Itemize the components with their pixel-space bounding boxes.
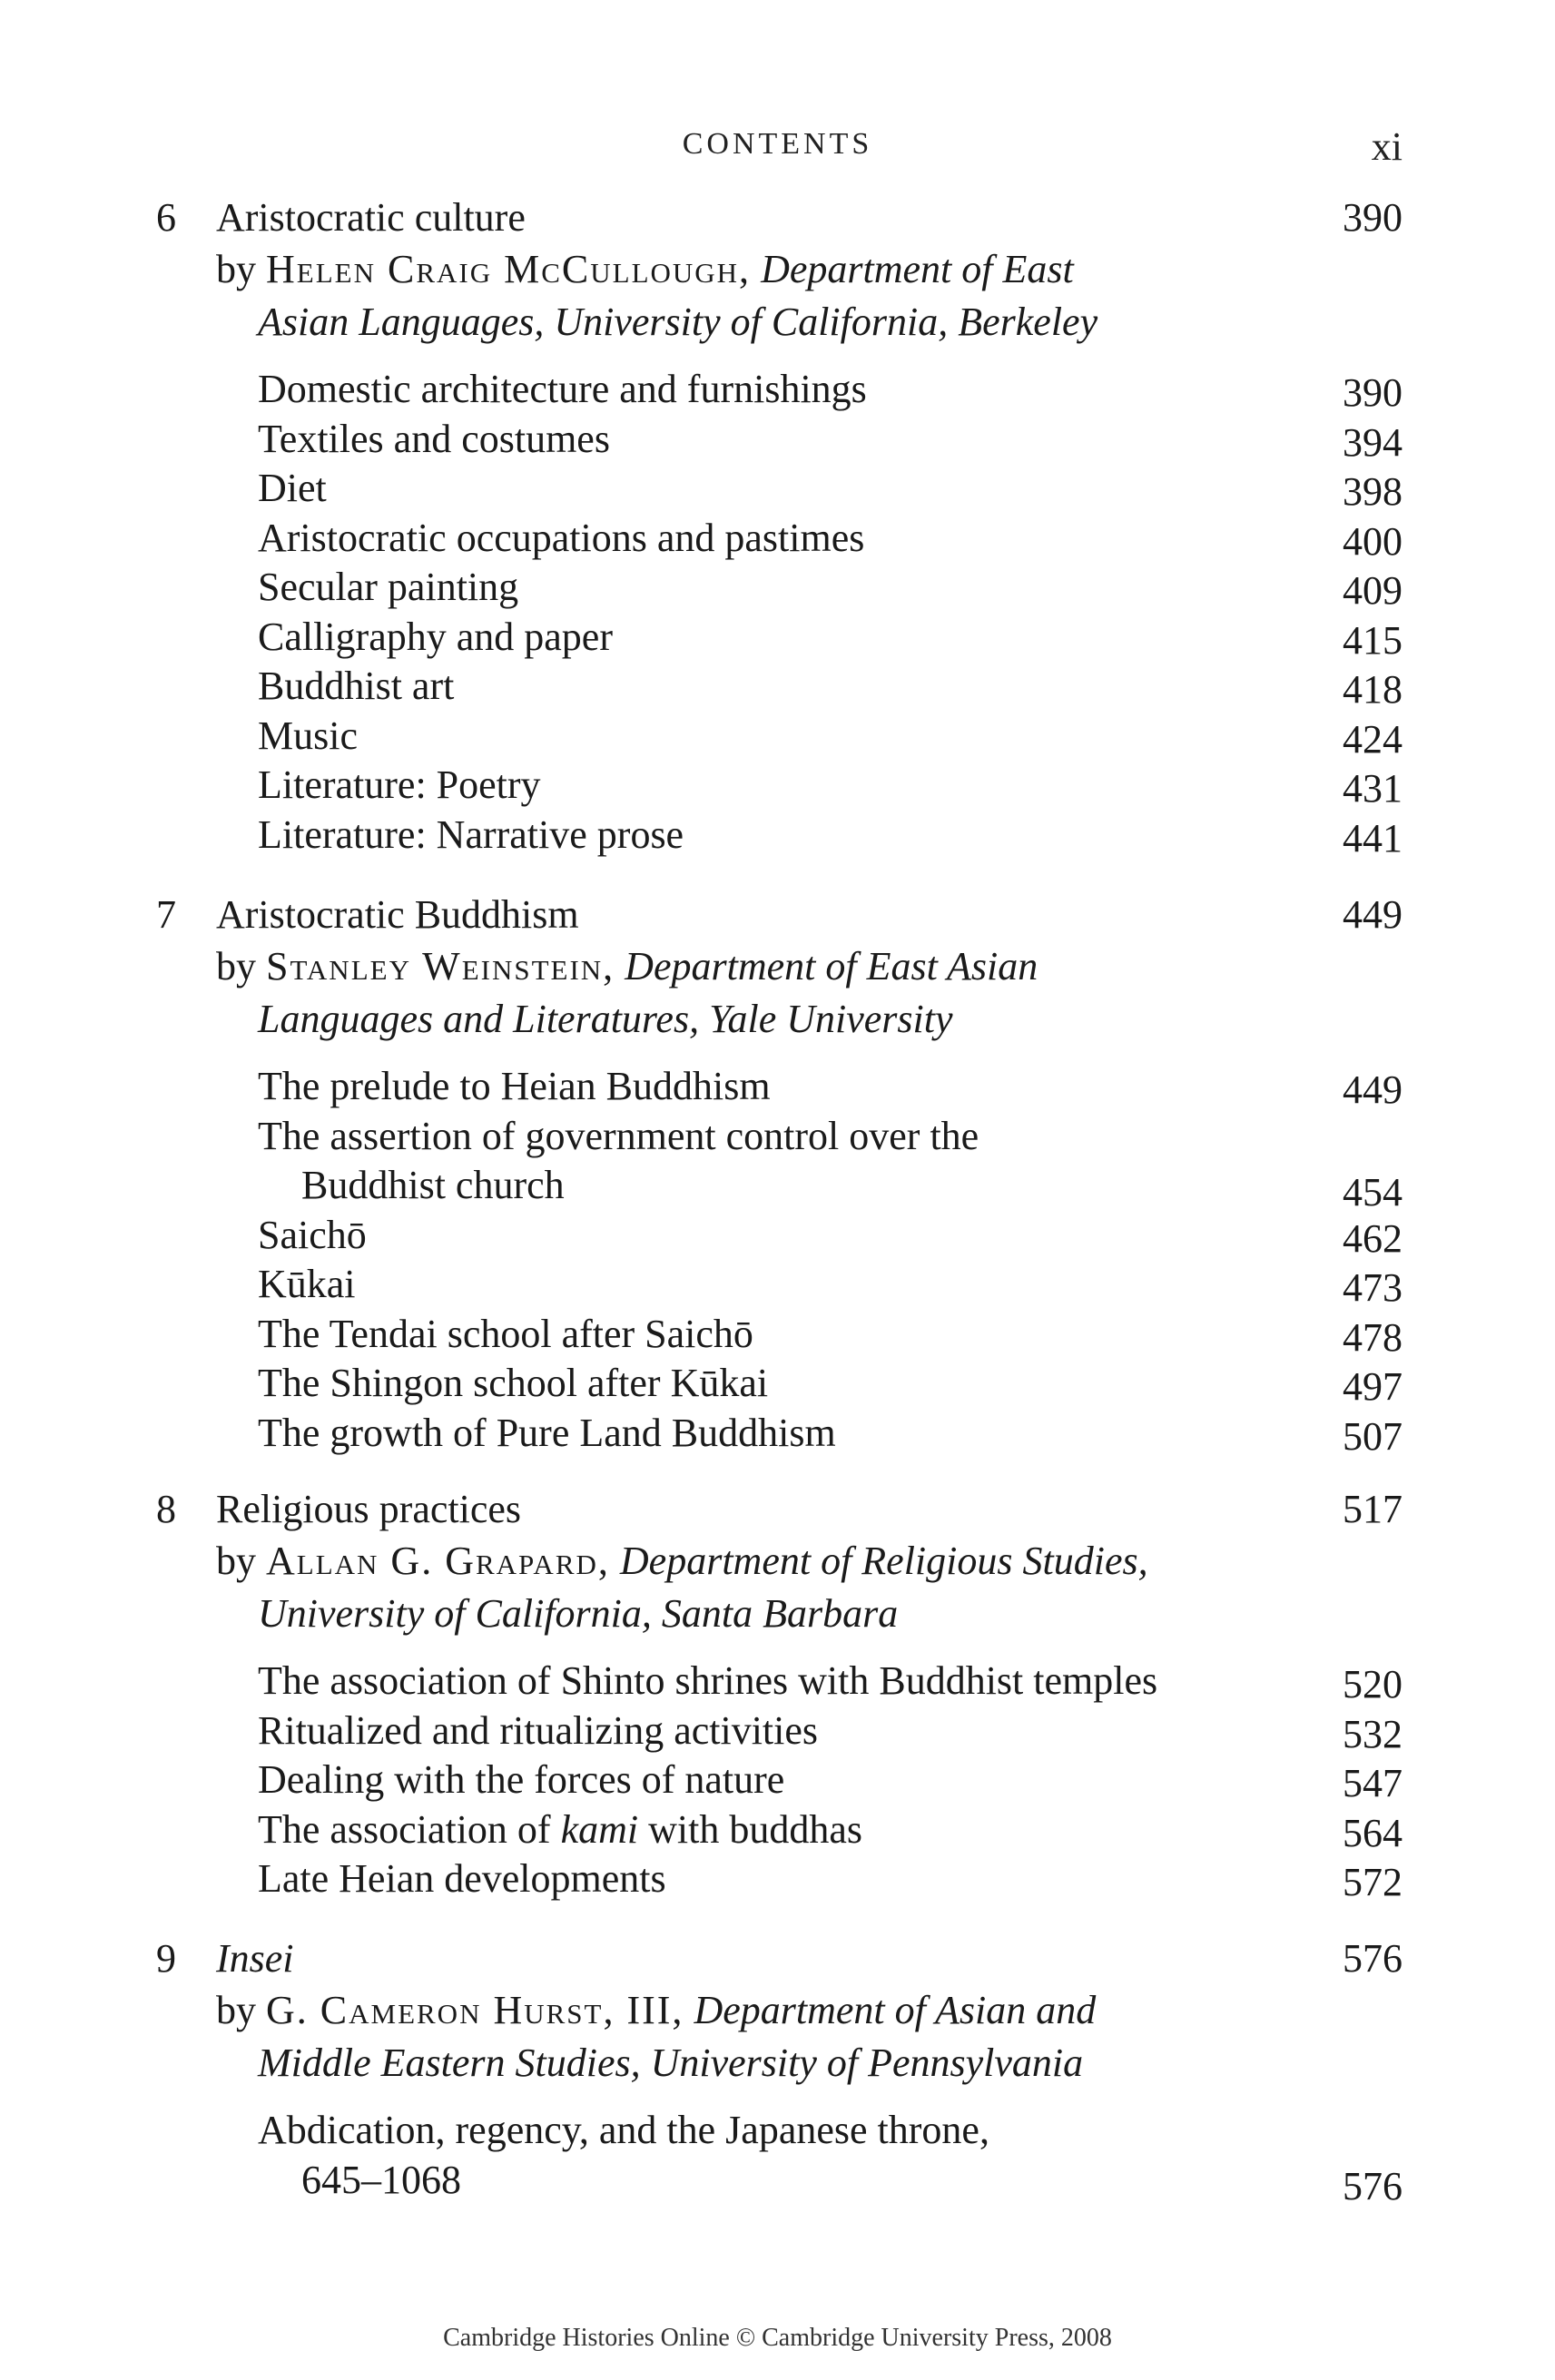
chapter-page: 449 [1343,892,1402,937]
section-entry [0,1805,1555,1855]
section-title: Calligraphy and paper [258,614,613,659]
chapter-title: Aristocratic culture [216,195,526,240]
section-page: 424 [1343,716,1402,762]
section-title: The growth of Pure Land Buddhism [258,1410,836,1455]
chapter-7 [0,890,1555,1458]
section-page: 572 [1343,1860,1402,1904]
section-title: The association of Shinto shrines with Buddhist temples [258,1658,1158,1703]
section-page: 415 [1343,617,1402,663]
section-title: Textiles and costumes [258,416,610,461]
chapter-6 [0,192,1555,860]
section-entry [0,1211,1555,1261]
byline-affiliation: Department of Religious Studies, [619,1539,1148,1583]
section-title: The association of [258,1806,561,1852]
byline-affiliation-cont: University of California, Santa Barbara [258,1591,899,1636]
chapter-8 [0,1484,1555,1904]
section-title: Abdication, regency, and the Japanese throne, [258,2108,989,2152]
byline-affiliation-cont: Asian Languages, University of California, Berkeley [258,300,1098,344]
section-page: 441 [1343,815,1402,861]
section-title-block [258,1112,979,1211]
section-page: 431 [1343,766,1402,811]
section-entry [0,514,1555,564]
section-page: 462 [1343,1215,1402,1261]
section-entry [0,1706,1555,1756]
byline-affiliation: Department of East [761,247,1074,291]
section-entry [0,415,1555,465]
section-list [0,2106,1555,2208]
section-entry [0,712,1555,762]
running-head: CONTENTS [682,127,873,161]
section-list [0,365,1555,860]
section-page: 564 [1343,1810,1402,1855]
section-entry [0,811,1555,861]
section-title: Secular painting [258,565,519,609]
section-title: The prelude to Heian Buddhism [258,1064,771,1108]
section-title-emphasis: kami [560,1806,639,1852]
section-title: The Shingon school after Kūkai [258,1361,769,1405]
section-page: 473 [1343,1265,1402,1310]
section-title: Domestic architecture and furnishings [258,367,867,411]
section-entry [0,464,1555,514]
chapter-page: 517 [1343,1487,1402,1531]
section-title: Ritualized and ritualizing activities [258,1707,819,1753]
section-title: Kūkai [258,1262,356,1306]
byline-author: Stanley Weinstein, [266,944,615,988]
byline-affiliation-cont: Languages and Literatures, Yale University [258,997,953,1041]
section-entry [0,1062,1555,1112]
section-page: 576 [1343,2164,1402,2208]
chapter-title: Insei [216,1936,294,1981]
section-title: Music [258,713,358,758]
section-entry [0,1409,1555,1459]
section-entry [0,1260,1555,1310]
section-title-block [258,2106,989,2205]
section-entry [0,662,1555,712]
chapter-byline [216,243,1260,349]
section-title: Late Heian developments [258,1856,666,1901]
chapter-number: 7 [156,892,176,937]
section-list [0,1657,1555,1904]
byline-by: by [216,944,256,988]
byline-by: by [216,1988,256,2032]
section-page: 390 [1343,370,1402,415]
section-title: The assertion of government control over the [258,1113,979,1158]
section-page: 400 [1343,518,1402,564]
section-page: 507 [1343,1413,1402,1459]
page-number: xi [1371,124,1402,169]
section-title-cont: 645–1068 [301,2157,461,2202]
section-title: Diet [258,466,327,510]
byline-affiliation: Department of Asian and [694,1988,1097,2032]
chapter-page: 390 [1343,195,1402,240]
chapter-number: 9 [156,1936,176,1981]
copyright-footer: Cambridge Histories Online © Cambridge University Press, 2008 [443,2324,1112,2352]
section-entry [0,1755,1555,1805]
section-page: 520 [1343,1662,1402,1706]
section-title: Literature: Narrative prose [258,811,684,857]
chapter-page: 576 [1343,1936,1402,1981]
section-title: Buddhist art [258,664,455,708]
section-title-end: with buddhas [638,1806,862,1852]
chapter-number: 6 [156,195,176,240]
byline-author: G. Cameron Hurst, III, [266,1988,684,2032]
section-title: Literature: Poetry [258,762,541,807]
section-entry [0,1112,1555,1215]
section-entry [0,1310,1555,1360]
section-page: 532 [1343,1711,1402,1756]
byline-author: Helen Craig McCullough, [266,247,752,291]
section-title-block [258,1805,862,1855]
byline-affiliation: Department of East Asian [625,944,1038,988]
section-page: 454 [1343,1169,1402,1215]
section-title: Aristocratic occupations and pastimes [258,515,865,560]
section-page: 394 [1343,419,1402,465]
section-page: 449 [1343,1067,1402,1112]
chapter-number: 8 [156,1487,176,1531]
byline-affiliation-cont: Middle Eastern Studies, University of Pennsylvania [258,2041,1084,2085]
section-page: 497 [1343,1364,1402,1409]
section-entry [0,2106,1555,2208]
section-title: Saichō [258,1212,367,1257]
section-entry [0,1359,1555,1409]
section-entry [0,613,1555,663]
section-title-cont: Buddhist church [301,1163,565,1207]
byline-by: by [216,1539,256,1583]
section-page: 398 [1343,469,1402,514]
section-page: 418 [1343,667,1402,712]
chapter-title: Aristocratic Buddhism [216,892,579,937]
section-title: Dealing with the forces of nature [258,1757,785,1802]
section-page: 547 [1343,1761,1402,1805]
chapter-byline [216,1984,1260,2090]
byline-author: Allan G. Grapard, [266,1539,610,1583]
section-entry [0,1657,1555,1706]
section-page: 478 [1343,1314,1402,1360]
section-list [0,1062,1555,1458]
section-page: 409 [1343,568,1402,613]
section-title: The Tendai school after Saichō [258,1311,753,1356]
byline-by: by [216,247,256,291]
section-entry [0,1854,1555,1904]
chapter-byline [216,940,1260,1046]
chapter-9 [0,1933,1555,2208]
section-entry [0,761,1555,811]
chapter-title: Religious practices [216,1487,522,1531]
chapter-byline [216,1535,1260,1640]
section-entry [0,563,1555,613]
section-entry [0,365,1555,415]
